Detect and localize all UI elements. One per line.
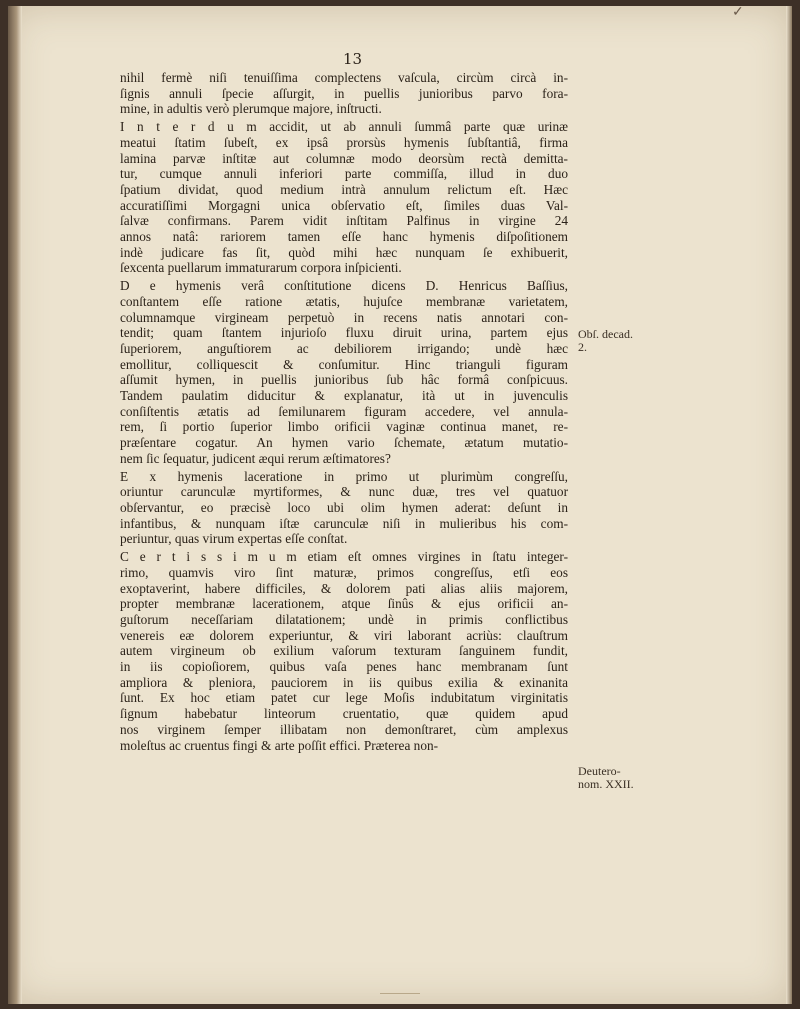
text-line: ſignis annuli ſpecie aſſurgit, in puellis junioribus parvo fora- bbox=[120, 85, 568, 101]
text-line: I n t e r d u m accidit, ut ab annuli ſummâ parte quæ urinæ bbox=[120, 119, 568, 135]
paragraph bbox=[120, 549, 568, 753]
text-line: ſexcenta puellarum immaturarum corpora inſpicienti. bbox=[120, 260, 402, 276]
text-line: præſentare cogatur. An hymen vario ſchemate, ætatum mutatio- bbox=[120, 435, 568, 451]
text-line: ampliora & pleniora, pauciorem in iis quibus exilia & exinanita bbox=[120, 674, 568, 690]
corner-tab-mark: ✓ bbox=[732, 4, 744, 20]
margin-note-line: 2. bbox=[578, 340, 587, 354]
text-line: ſignum habebatur linteorum cruentatio, quæ quidem apud bbox=[120, 706, 568, 722]
text-line: tur, cumque annuli inferiori parte commiſſa, illud in duo bbox=[120, 166, 568, 182]
text-line: tendit; quam ſtantem injurioſo fluxu diruit urina, partem ejus bbox=[120, 325, 568, 341]
text-line: aſſumit hymen, in puellis junioribus ſub hâc formâ conſpicuus. bbox=[120, 372, 568, 388]
text-line: conſtantem eſſe ratione ætatis, hujuſce membranæ varietatem, bbox=[120, 293, 568, 309]
text-line: nihil fermè niſi tenuiſſima complectens vaſcula, circùm circà in- bbox=[120, 70, 568, 85]
text-line: oriuntur carunculæ myrtiformes, & nunc duæ, tres vel quatuor bbox=[120, 484, 568, 500]
text-line: nem ſic ſequatur, judicent æqui rerum æſtimatores? bbox=[120, 450, 391, 466]
text-line: emollitur, colliquescit & conſumitur. Hinc trianguli figuram bbox=[120, 356, 568, 372]
text-line: autem virgineum ob exilium vaſorum texturam ſanguinem fundit, bbox=[120, 643, 568, 659]
text-line: infantibus, & nunquam iſtæ carunculæ niſi in mulieribus his com- bbox=[120, 515, 568, 531]
text-line: in iis copioſiorem, quibus vaſa penes hanc membranam ſunt bbox=[120, 659, 568, 675]
text-line: accuratiſſimi Morgagni unica obſervatio eſt, ſimiles duas Val- bbox=[120, 197, 568, 213]
margin-note-obs-decad bbox=[578, 328, 633, 354]
text-line: guſtorum neceſſariam dilatationem; undè in primis conflictibus bbox=[120, 611, 568, 627]
margin-note-deuteronomy bbox=[578, 765, 634, 791]
page-right-edge bbox=[786, 6, 792, 1004]
text-line: lamina parvæ inſtitæ aut columnæ modo deorsùm rectà demitta- bbox=[120, 150, 568, 166]
text-line: mine, in adultis verò plerumque majore, inſtructi. bbox=[120, 101, 382, 117]
text-line: C e r t i s s i m u m etiam eſt omnes virgines in ſtatu integer- bbox=[120, 549, 568, 565]
text-line: E x hymenis laceratione in primo ut plurimùm congreſſu, bbox=[120, 468, 568, 484]
text-line: venereis eæ dolorem experiuntur, & viri laborant acriùs: clauſtrum bbox=[120, 627, 568, 643]
margin-note-line: Deutero- bbox=[578, 764, 621, 778]
text-line: ſpatium dividat, quod medium intrà annulum relictum eſt. Hæc bbox=[120, 181, 568, 197]
text-line: ſuperiorem, anguſtiorem ac debiliorem irrigando; undè hæc bbox=[120, 340, 568, 356]
margin-note-line: Obſ. decad. bbox=[578, 327, 633, 341]
text-line: rem, ſi portio ſuperior limbo orificii vaginæ continua manet, re- bbox=[120, 419, 568, 435]
text-line: rimo, quamvis viro ſint maturæ, primos congreſſus, etſi eos bbox=[120, 564, 568, 580]
paragraph bbox=[120, 119, 568, 276]
text-line: moleſtus ac cruentus fingi & arte poſſit effici. Præterea non- bbox=[120, 737, 439, 753]
text-line: exoptaverint, habere difficiles, & dolorem pati alias aliis majorem, bbox=[120, 580, 568, 596]
paragraph bbox=[120, 278, 568, 466]
page-number: 13 bbox=[343, 50, 363, 68]
text-line: columnamque virgineam perpetuò in recens natis annotari con- bbox=[120, 309, 568, 325]
text-line: conſiſtentis ætatis ad ſemilunarem figuram accedere, vel annula- bbox=[120, 403, 568, 419]
text-line: propter membranæ lacerationem, atque ſinûs & ejus orificii an- bbox=[120, 596, 568, 612]
body-text bbox=[120, 70, 568, 753]
paragraph bbox=[120, 469, 568, 548]
text-line: ſunt. Ex hoc etiam patet cur lege Moſis indubitatum virginitatis bbox=[120, 690, 568, 706]
text-line: indè judicare fas ſit, quòd mihi hæc nunquam ſe exhibuerit, bbox=[120, 244, 568, 260]
text-line: ſalvæ confirmans. Parem vidit inſtitam Palfinus in virgine 24 bbox=[120, 213, 568, 229]
text-line: annos natâ: rariorem tamen eſſe hanc hymenis diſpoſitionem bbox=[120, 229, 568, 245]
text-line: obſervantur, eo præcisè loco ubi olim hymen aderat: deſunt in bbox=[120, 499, 568, 515]
text-line: Tandem paulatim diducitur & explanatur, ità ut in juvenculis bbox=[120, 388, 568, 404]
text-line: D e hymenis verâ conſtitutione dicens D. Henricus Baſſius, bbox=[120, 278, 568, 294]
text-line: periuntur, quas virum expertas eſſe conſtat. bbox=[120, 531, 348, 547]
text-line: nos virginem ſemper illibatam non demonſtraret, cùm amplexus bbox=[120, 721, 568, 737]
margin-note-line: nom. XXII. bbox=[578, 777, 634, 791]
text-line: meatui ſtatim ſubeſt, ex ipsâ prorsùs hymenis ſubſtantiâ, firma bbox=[120, 134, 568, 150]
page-binding-edge bbox=[8, 6, 22, 1004]
paragraph bbox=[120, 70, 568, 117]
page-bottom-mark bbox=[380, 993, 420, 1000]
